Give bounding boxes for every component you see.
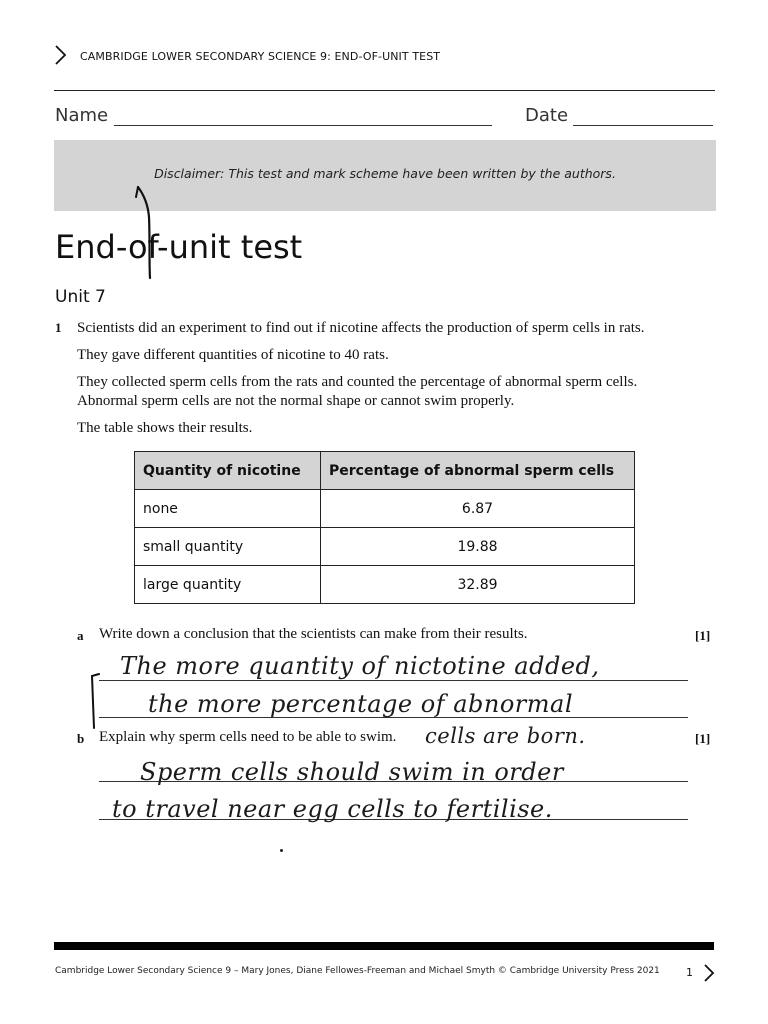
- table-row: [135, 528, 635, 566]
- question-part-label: a: [77, 628, 84, 643]
- disclaimer-text: Disclaimer: This test and mark scheme have been written by the authors.: [154, 166, 616, 181]
- name-label: Name: [55, 105, 109, 126]
- table-cell: small quantity: [135, 528, 321, 566]
- ink-dot: [280, 849, 283, 852]
- question-paragraph: Scientists did an experiment to find out if nicotine affects the production of sperm cells in rats.: [77, 320, 645, 336]
- table-cell: 32.89: [321, 566, 635, 604]
- chevron-right-icon[interactable]: [702, 963, 716, 983]
- header-divider: [54, 90, 715, 91]
- question-part-text: Explain why sperm cells need to be able to swim.: [99, 729, 397, 745]
- table-cell: 6.87: [321, 490, 635, 528]
- date-label: Date: [525, 105, 569, 126]
- handwritten-answer: cells are born.: [425, 724, 586, 748]
- question-paragraph: The table shows their results.: [77, 420, 253, 436]
- question-part-label: b: [77, 731, 85, 746]
- question-part-text: Write down a conclusion that the scientists can make from their results.: [99, 626, 528, 642]
- handwritten-answer: the more percentage of abnormal: [148, 690, 573, 718]
- table-header-row: [135, 452, 635, 490]
- table-cell: none: [135, 490, 321, 528]
- name-field[interactable]: [114, 125, 492, 126]
- page-number: 1: [686, 966, 693, 979]
- question-paragraph: They gave different quantities of nicotine to 40 rats.: [77, 347, 389, 363]
- footer-bar: [54, 942, 714, 950]
- date-field[interactable]: [573, 125, 713, 126]
- header-title: CAMBRIDGE LOWER SECONDARY SCIENCE 9: END-OF-UNIT TEST: [80, 50, 441, 63]
- footer-credit: Cambridge Lower Secondary Science 9 – Mary Jones, Diane Fellowes-Freeman and Michael Smyth © Cambridge University Press 2021: [55, 966, 660, 976]
- table-cell: 19.88: [321, 528, 635, 566]
- table-header-cell: Percentage of abnormal sperm cells: [321, 452, 635, 490]
- table-row: [135, 490, 635, 528]
- pen-stroke-mark: [90, 672, 100, 730]
- table-cell: large quantity: [135, 566, 321, 604]
- question-number: 1: [55, 320, 62, 335]
- table-header-cell: Quantity of nicotine: [135, 452, 321, 490]
- handwritten-answer: The more quantity of nictotine added,: [120, 652, 600, 680]
- question-paragraph: They collected sperm cells from the rats and counted the percentage of abnormal sperm cells. Abnormal sperm cells are not the normal shape or cannot swim properly.: [77, 374, 638, 409]
- marks-allocation: [1]: [695, 731, 711, 746]
- page-title: End-of-unit test: [55, 228, 303, 266]
- table-row: [135, 566, 635, 604]
- answer-line[interactable]: [99, 680, 688, 681]
- chevron-right-icon: [52, 44, 70, 66]
- unit-heading: Unit 7: [55, 287, 106, 307]
- marks-allocation: [1]: [695, 628, 711, 643]
- results-table: [134, 451, 635, 604]
- pen-stroke-mark: [130, 185, 160, 280]
- handwritten-answer: Sperm cells should swim in order: [140, 758, 564, 786]
- handwritten-answer: to travel near egg cells to fertilise.: [112, 795, 553, 823]
